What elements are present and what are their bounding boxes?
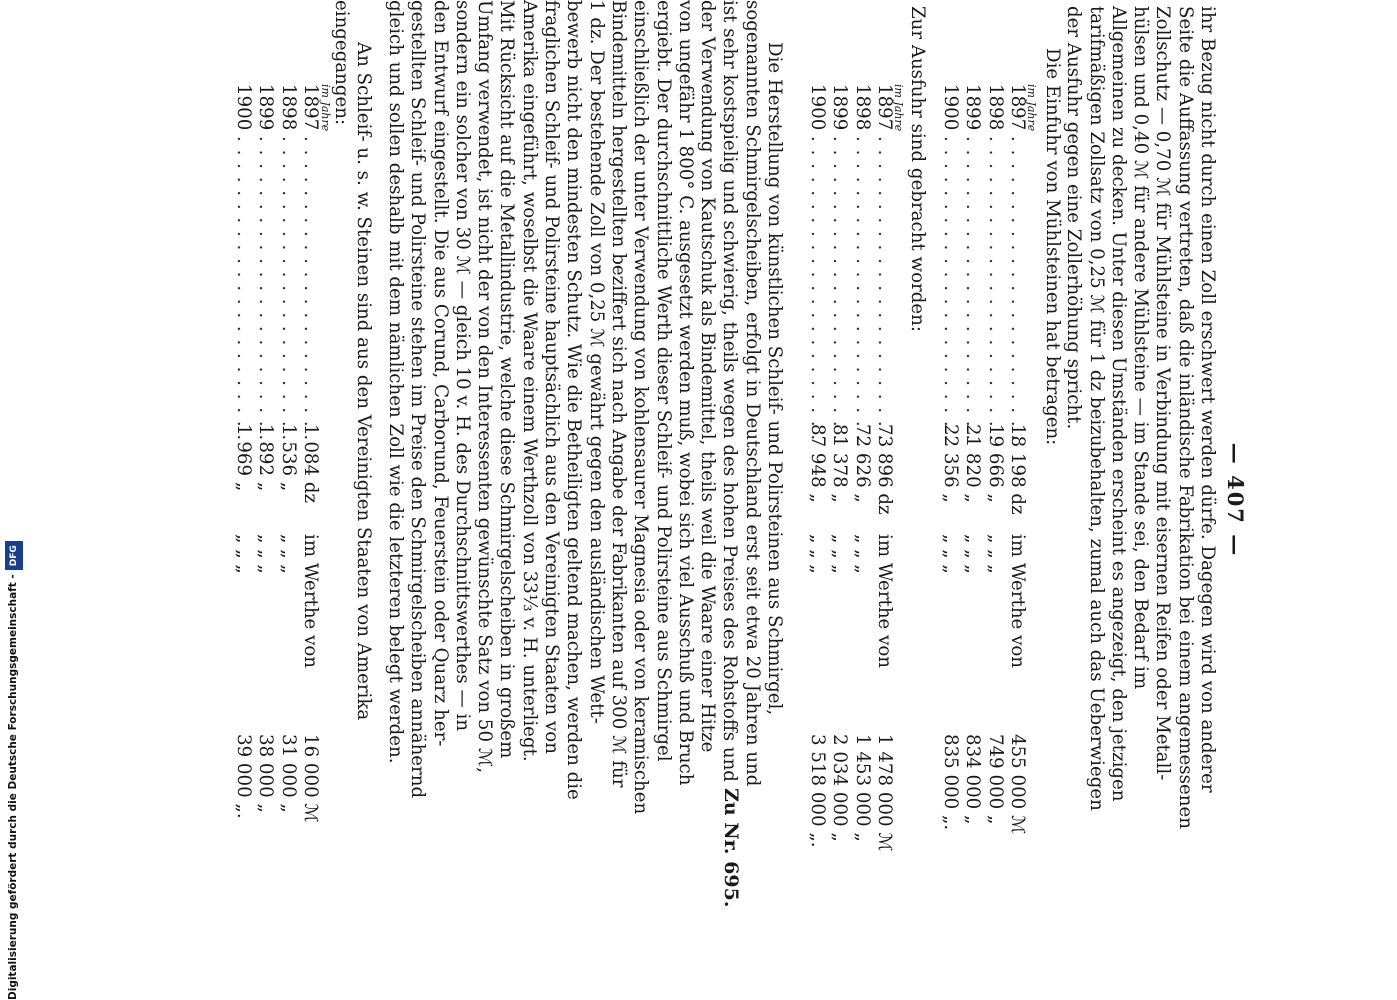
leader-dots: . . . . . . . . . . . . . . . . . . . . . . . — [962, 136, 984, 442]
value-cell: 38 000 „ — [255, 734, 277, 813]
text-line: Amerika eingeführt, woselbst die Waare einem Werthzoll von 33⅓ v. H. unterliegt. — [518, 0, 540, 762]
value-cell: 835 000 „. — [940, 734, 962, 831]
value-label: „ „ „ — [851, 534, 873, 574]
text-line: sondern ein solcher von 30 ℳ — gleich 10 v. H. des Durchschnittswerthes — in — [451, 0, 473, 732]
leader-dots: . . . . . . . . . . . . . . . . . . . . . . . — [255, 136, 277, 442]
leader-dots: . . . . . . . . . . . . . . . . . . . . . . . — [851, 136, 873, 442]
year-cell: 1898 — [851, 84, 873, 131]
text-line: Seite die Auffassung vertreten, daß die inländische Fabrikation bei einem angemessenen — [1174, 6, 1196, 829]
text-line: Umfang verwendet, ist nicht der von den Interessenten gewünschte Satz von 50 ℳ, — [474, 0, 496, 774]
value-cell: 749 000 „ — [984, 734, 1006, 825]
year-cell: 1899 — [255, 84, 277, 131]
paragraph-grinding-stones — [384, 0, 785, 814]
year-cell: 1899 — [829, 84, 851, 131]
value-label: im Werthe von — [1007, 534, 1028, 669]
quantity-cell: 22 356 „ — [940, 424, 962, 503]
text-line: gestellten Schleif- und Polirsteine stehen im Preise den Schmirgelscheiben annähernd — [407, 0, 429, 799]
text-line: sogenannten Schmirgelscheiben, erfolgt in Deutschland erst seit etwa 20 Jahren und — [741, 0, 763, 787]
us-imports-intro — [329, 0, 374, 720]
text-line: fraglichen Schleif- und Polirsteine hauptsächlich aus den Vereinigten Staaten von — [541, 0, 563, 754]
value-cell: 1 453 000 „ — [851, 734, 873, 842]
text-line: Zollschutz — 0,70 ℳ für Mühlsteine in Verbindung mit eisernen Reifen oder Metall- — [1152, 6, 1174, 781]
value-cell: 455 000 ℳ — [1007, 734, 1028, 835]
leader-dots: . . . . . . . . . . . . . . . . . . . . . . . — [277, 136, 299, 442]
value-cell: 1 478 000 ℳ — [874, 734, 895, 852]
text-line: gleich und sollen deshalb mit dem nämlichen Zoll wie die letzteren belegt werden. — [384, 0, 406, 764]
quantity-cell: 21 820 „ — [962, 424, 984, 503]
table-header-year: im Jahre — [1025, 84, 1038, 132]
text-line: Bindemitteln hergestellten beziffert sich nach Angabe der Fabrikanten auf 300 ℳ für — [607, 0, 629, 788]
text-line: Allgemeinen zu decken. Unter diesen Umständen erscheint es angezeigt, den jetzigen — [1107, 6, 1129, 802]
text-line: An Schleif- u. s. w. Steinen sind aus den Vereinigten Staaten von Amerika — [353, 42, 374, 721]
text-line: ihr Bezug nicht durch einen Zoll erschwert werden dürfe. Dagegen wird von anderer — [1197, 6, 1218, 793]
value-cell: 39 000 „. — [233, 734, 255, 819]
value-cell: 16 000 ℳ — [300, 734, 321, 823]
quantity-cell: 1 536 „ — [277, 424, 299, 492]
text-line: bewerb nicht den mindesten Schutz. Wie die Betheiligten geltend machen, werden die — [563, 0, 585, 800]
rotated-page — [130, 0, 1250, 1000]
year-cell: 1900 — [233, 84, 255, 131]
text-line: eingegangen: — [330, 0, 352, 126]
value-label: „ „ „ — [233, 534, 255, 574]
text-line: ergiebt. Der durchschnittliche Werth dieser Schleif- und Polirsteine aus Schmirgel — [652, 0, 674, 762]
leader-dots: . . . . . . . . . . . . . . . . . . . . . . . — [940, 136, 962, 442]
leader-dots: . . . . . . . . . . . . . . . . . . . . . . . — [1007, 136, 1028, 442]
text-line: der Ausfuhr gegen eine Zollerhöhung spricht. — [1063, 6, 1085, 430]
quantity-cell: 73 896 dz — [874, 424, 895, 515]
table-header-year: im Jahre — [892, 84, 905, 132]
year-cell: 1900 — [807, 84, 829, 131]
year-cell: 1897 — [874, 84, 895, 131]
quantity-cell: 18 198 dz — [1007, 424, 1028, 515]
text-line: von ungefähr 1 800° C. ausgesetzt werden muß, wobei sich viel Ausschuß und Bruch — [674, 0, 696, 786]
quantity-cell: 81 378 „ — [829, 424, 851, 503]
leader-dots: . . . . . . . . . . . . . . . . . . . . . . . — [984, 136, 1006, 442]
quantity-cell: 1 892 „ — [255, 424, 277, 492]
year-cell: 1897 — [300, 84, 321, 131]
text-line: einschließlich der unter Verwendung von kohlensaurer Magnesia oder von keramischen — [630, 0, 652, 815]
import-intro: Die Einfuhr von Mühlsteinen hat betragen: — [1042, 48, 1063, 446]
value-label: „ „ „ — [940, 534, 962, 574]
value-label: im Werthe von — [300, 534, 321, 669]
year-cell: 1900 — [940, 84, 962, 131]
paragraph-millstones — [1062, 6, 1218, 829]
footer-text: Digitalisierung gefördert durch die Deutsche Forschungsgemeinschaft - — [7, 574, 19, 1000]
year-cell: 1897 — [1007, 84, 1028, 131]
value-cell: 2 034 000 „ — [829, 734, 851, 842]
leader-dots: . . . . . . . . . . . . . . . . . . . . . . . — [874, 136, 895, 442]
text-line: ist sehr kostspielig und schwierig, theils wegen des hohen Preises des Rohstoffs und — [719, 0, 741, 782]
value-label: „ „ „ — [984, 534, 1006, 574]
value-cell: 834 000 „ — [962, 734, 984, 825]
text-line: der Verwendung von Kautschuk als Bindemittel, theils weil die Waare einer Hitze — [697, 0, 719, 753]
dfg-logo: DFG — [5, 541, 23, 570]
text-line: tarifmäßigen Zollsatz von 0,25 ℳ für 1 dz beizubehalten, zumal auch das Ueberwiegen — [1085, 6, 1107, 811]
value-cell: 31 000 „ — [277, 734, 299, 813]
digitization-footer — [2, 0, 24, 1000]
section-heading: Zu Nr. 695. — [720, 788, 742, 908]
year-cell: 1898 — [984, 84, 1006, 131]
value-label: „ „ „ — [829, 534, 851, 574]
value-label: „ „ „ — [255, 534, 277, 574]
text-line: Die Herstellung von künstlichen Schleif- und Polirsteinen aus Schmirgel, — [764, 42, 785, 716]
value-label: „ „ „ — [962, 534, 984, 574]
table-header-year: im Jahre — [319, 84, 332, 132]
quantity-cell: 1 969 „ — [233, 424, 255, 492]
value-label: im Werthe von — [874, 534, 895, 669]
leader-dots: . . . . . . . . . . . . . . . . . . . . . . . — [300, 136, 321, 442]
year-cell: 1899 — [962, 84, 984, 131]
leader-dots: . . . . . . . . . . . . . . . . . . . . . . . — [807, 136, 829, 442]
value-cell: 3 518 000 „. — [807, 734, 829, 848]
export-intro: Zur Ausfuhr sind gebracht worden: — [907, 6, 928, 332]
quantity-cell: 1 084 dz — [300, 424, 321, 504]
value-label: „ „ „ — [807, 534, 829, 574]
text-line: hülsen und 0,40 ℳ für andere Mühlsteine — im Stande sei, den Bedarf im — [1130, 6, 1152, 690]
quantity-cell: 72 626 „ — [851, 424, 873, 503]
leader-dots: . . . . . . . . . . . . . . . . . . . . . . . — [233, 136, 255, 442]
year-cell: 1898 — [277, 84, 299, 131]
text-line: den Entwurf eingestellt. Die aus Corund, Carborund, Feuerstein oder Quarz her- — [429, 0, 451, 747]
page-number: — 407 — — [1223, 442, 1248, 558]
text-line: 1 dz. Der bestehende Zoll von 0,25 ℳ gewährt gegen den ausländischen Wett- — [585, 0, 607, 724]
value-label: „ „ „ — [277, 534, 299, 574]
quantity-cell: 87 948 „ — [807, 424, 829, 503]
leader-dots: . . . . . . . . . . . . . . . . . . . . . . . — [829, 136, 851, 442]
quantity-cell: 19 666 „ — [984, 424, 1006, 503]
text-line: Mit Rücksicht auf die Metallindustrie, welche diese Schmirgelscheiben in großem — [496, 0, 518, 759]
